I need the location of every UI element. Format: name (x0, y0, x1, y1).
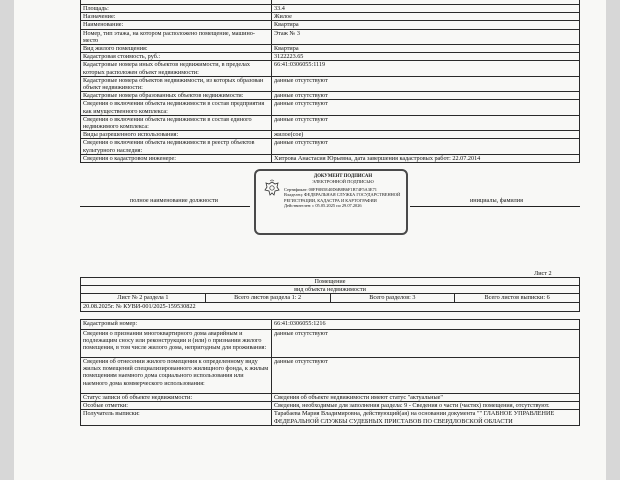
table-row (81, 53, 580, 61)
sheet2-details-table (80, 319, 580, 426)
table-row (81, 45, 580, 53)
stamp-owner-cont: РЕГИСТРАЦИИ, КАДАСТРА И КАРТОГРАФИИ (284, 197, 377, 203)
table-row: Сведения о признании многоквартирного дома аварийным и подлежащим сносу или реконструкции и (или) о признании жилого помещения, в том числе жилого дома, непригодным для проживания: данные отсутствуют (81, 330, 580, 358)
position-line (80, 206, 250, 207)
table-row: Сведения об отнесении жилого помещения к определенному виду жилых помещений специализированного жилищного фонда, к жилым помещениям наемного дома социального использования или наемного дома коммерческого использования: данные отсутствуют (81, 358, 580, 394)
table-row: Статус записи об объекте недвижимости: Сведения об объекте недвижимости имеют статус "актуальные" (81, 394, 580, 402)
table-row: Сведения о включении объекта недвижимости в состав предприятия как имущественного комплекса: данные отсутствуют (81, 100, 580, 115)
cadastral-value-value: 3122223.65 (272, 53, 580, 61)
table-row: Виды разрешенного использования: жилое(сое) (81, 131, 580, 139)
doc-number-row (81, 303, 580, 312)
purpose-value: Жилое (272, 13, 580, 21)
header-row (81, 286, 580, 294)
table-row: Кадастровые номера иных объектов недвижимости, в пределах которых расположен объект недвижимости: 66:41:0306055:1119 (81, 61, 580, 76)
object-kind-subtitle: вид объекта недвижимости (81, 286, 580, 294)
table-row: Кадастровые номера образованных объектов недвижимости: данные отсутствуют (81, 92, 580, 100)
table-row: Кадастровые номера объектов недвижимости, из которых образован объект недвижимости: данные отсутствуют (81, 76, 580, 91)
total-sections: Всего разделов: 3 (330, 294, 455, 303)
table-row: Сведения о кадастровом инженере: Хитрова Анастасия Юрьевна, дата завершения кадастровых работ: 22.07.2014 (81, 154, 580, 162)
purpose-label: Назначение: (81, 13, 272, 21)
stamp-validity: Действителен: с 05.05.2025 по 29.07.2026 (284, 203, 362, 209)
cadastral-value-label: Кадастровая стоимость, руб.: (81, 53, 272, 61)
cadastral-number-label: Кадастровый номер: (81, 320, 272, 330)
object-kind-title: Помещение (81, 278, 580, 286)
stamp-title: ДОКУМЕНТ ПОДПИСАН (313, 174, 373, 179)
position-caption: полное наименование должности (130, 197, 218, 204)
coat-of-arms-icon (262, 179, 282, 199)
table-row (81, 13, 580, 21)
name-label: Наименование: (81, 21, 272, 29)
table-row: Получатель выписки: Тарабаева Мария Владимировна, действующий(ая) на основании документа "" ГЛАВНОЕ УПРАВЛЕНИЕ ФЕДЕРАЛЬНОЙ СЛУЖБЫ СУДЕБНЫХ ПРИСТАВОВ ПО СВЕРДЛОВСКОЙ ОБЛАСТИ (81, 410, 580, 426)
floor-value: Этаж № 3 (272, 29, 580, 44)
property-details-table (80, 0, 580, 163)
header-row (81, 278, 580, 286)
cadastral-number-value: 66:41:0306055:1216 (272, 320, 580, 330)
sheet2-table (80, 277, 580, 312)
initials-caption: инициалы, фамилия (470, 197, 523, 204)
stamp-certificate: Сертификат: 00FF0B5E40D6B8B6F1B74F5A3E71 (284, 186, 377, 192)
dwelling-type-label: Вид жилого помещения: (81, 45, 272, 53)
table-row (81, 5, 580, 13)
total-sheets: Всего листов выписки: 6 (455, 294, 580, 303)
table-row (81, 21, 580, 29)
sheet-of-section: Лист № 2 раздела 1 (81, 294, 206, 303)
record-status: Сведения об объекте недвижимости имеют статус "актуальные" (272, 394, 580, 402)
stamp-subtitle: ЭЛЕКТРОННОЙ ПОДПИСЬЮ (312, 179, 374, 185)
scan-edge-left (0, 0, 14, 480)
scan-edge-right (606, 0, 620, 480)
sheets-in-section: Всего листов раздела 1: 2 (205, 294, 330, 303)
sheet-info-row (81, 294, 580, 303)
area-value: 33.4 (272, 5, 580, 13)
dwelling-type-value: Квартира (272, 45, 580, 53)
doc-number: 20.08.2025г. № КУВИ-001/2025-159530822 (81, 303, 580, 312)
special-notes: Сведения, необходимые для заполнения раздела: 9 - Сведения о части (частях) помещения, отсутствуют. (272, 402, 580, 410)
table-row: Сведения о включении объекта недвижимости в реестр объектов культурного наследия: данные отсутствуют (81, 139, 580, 154)
sheet-number: Лист 2 (534, 270, 552, 277)
recipient: Тарабаева Мария Владимировна, действующий(ая) на основании документа "" ГЛАВНОЕ УПРАВЛЕНИЕ ФЕДЕРАЛЬНОЙ СЛУЖБЫ СУДЕБНЫХ ПРИСТАВОВ ПО СВЕРДЛОВСКОЙ ОБЛАСТИ (272, 410, 580, 426)
area-label: Площадь: (81, 5, 272, 13)
stamp-owner: Владелец: ФЕДЕРАЛЬНАЯ СЛУЖБА ГОСУДАРСТВЕННОЙ (284, 192, 401, 198)
table-row: Особые отметки: Сведения, необходимые для заполнения раздела: 9 - Сведения о части (частях) помещения, отсутствуют. (81, 402, 580, 410)
electronic-signature-stamp (254, 169, 408, 235)
table-row (81, 320, 580, 330)
floor-label: Номер, тип этажа, на котором расположено помещение, машино-место (81, 29, 272, 44)
name-value: Квартира (272, 21, 580, 29)
table-row: Сведения о включении объекта недвижимости в состав единого недвижимого комплекса: данные отсутствуют (81, 115, 580, 130)
initials-line (410, 206, 580, 207)
table-row (81, 29, 580, 44)
